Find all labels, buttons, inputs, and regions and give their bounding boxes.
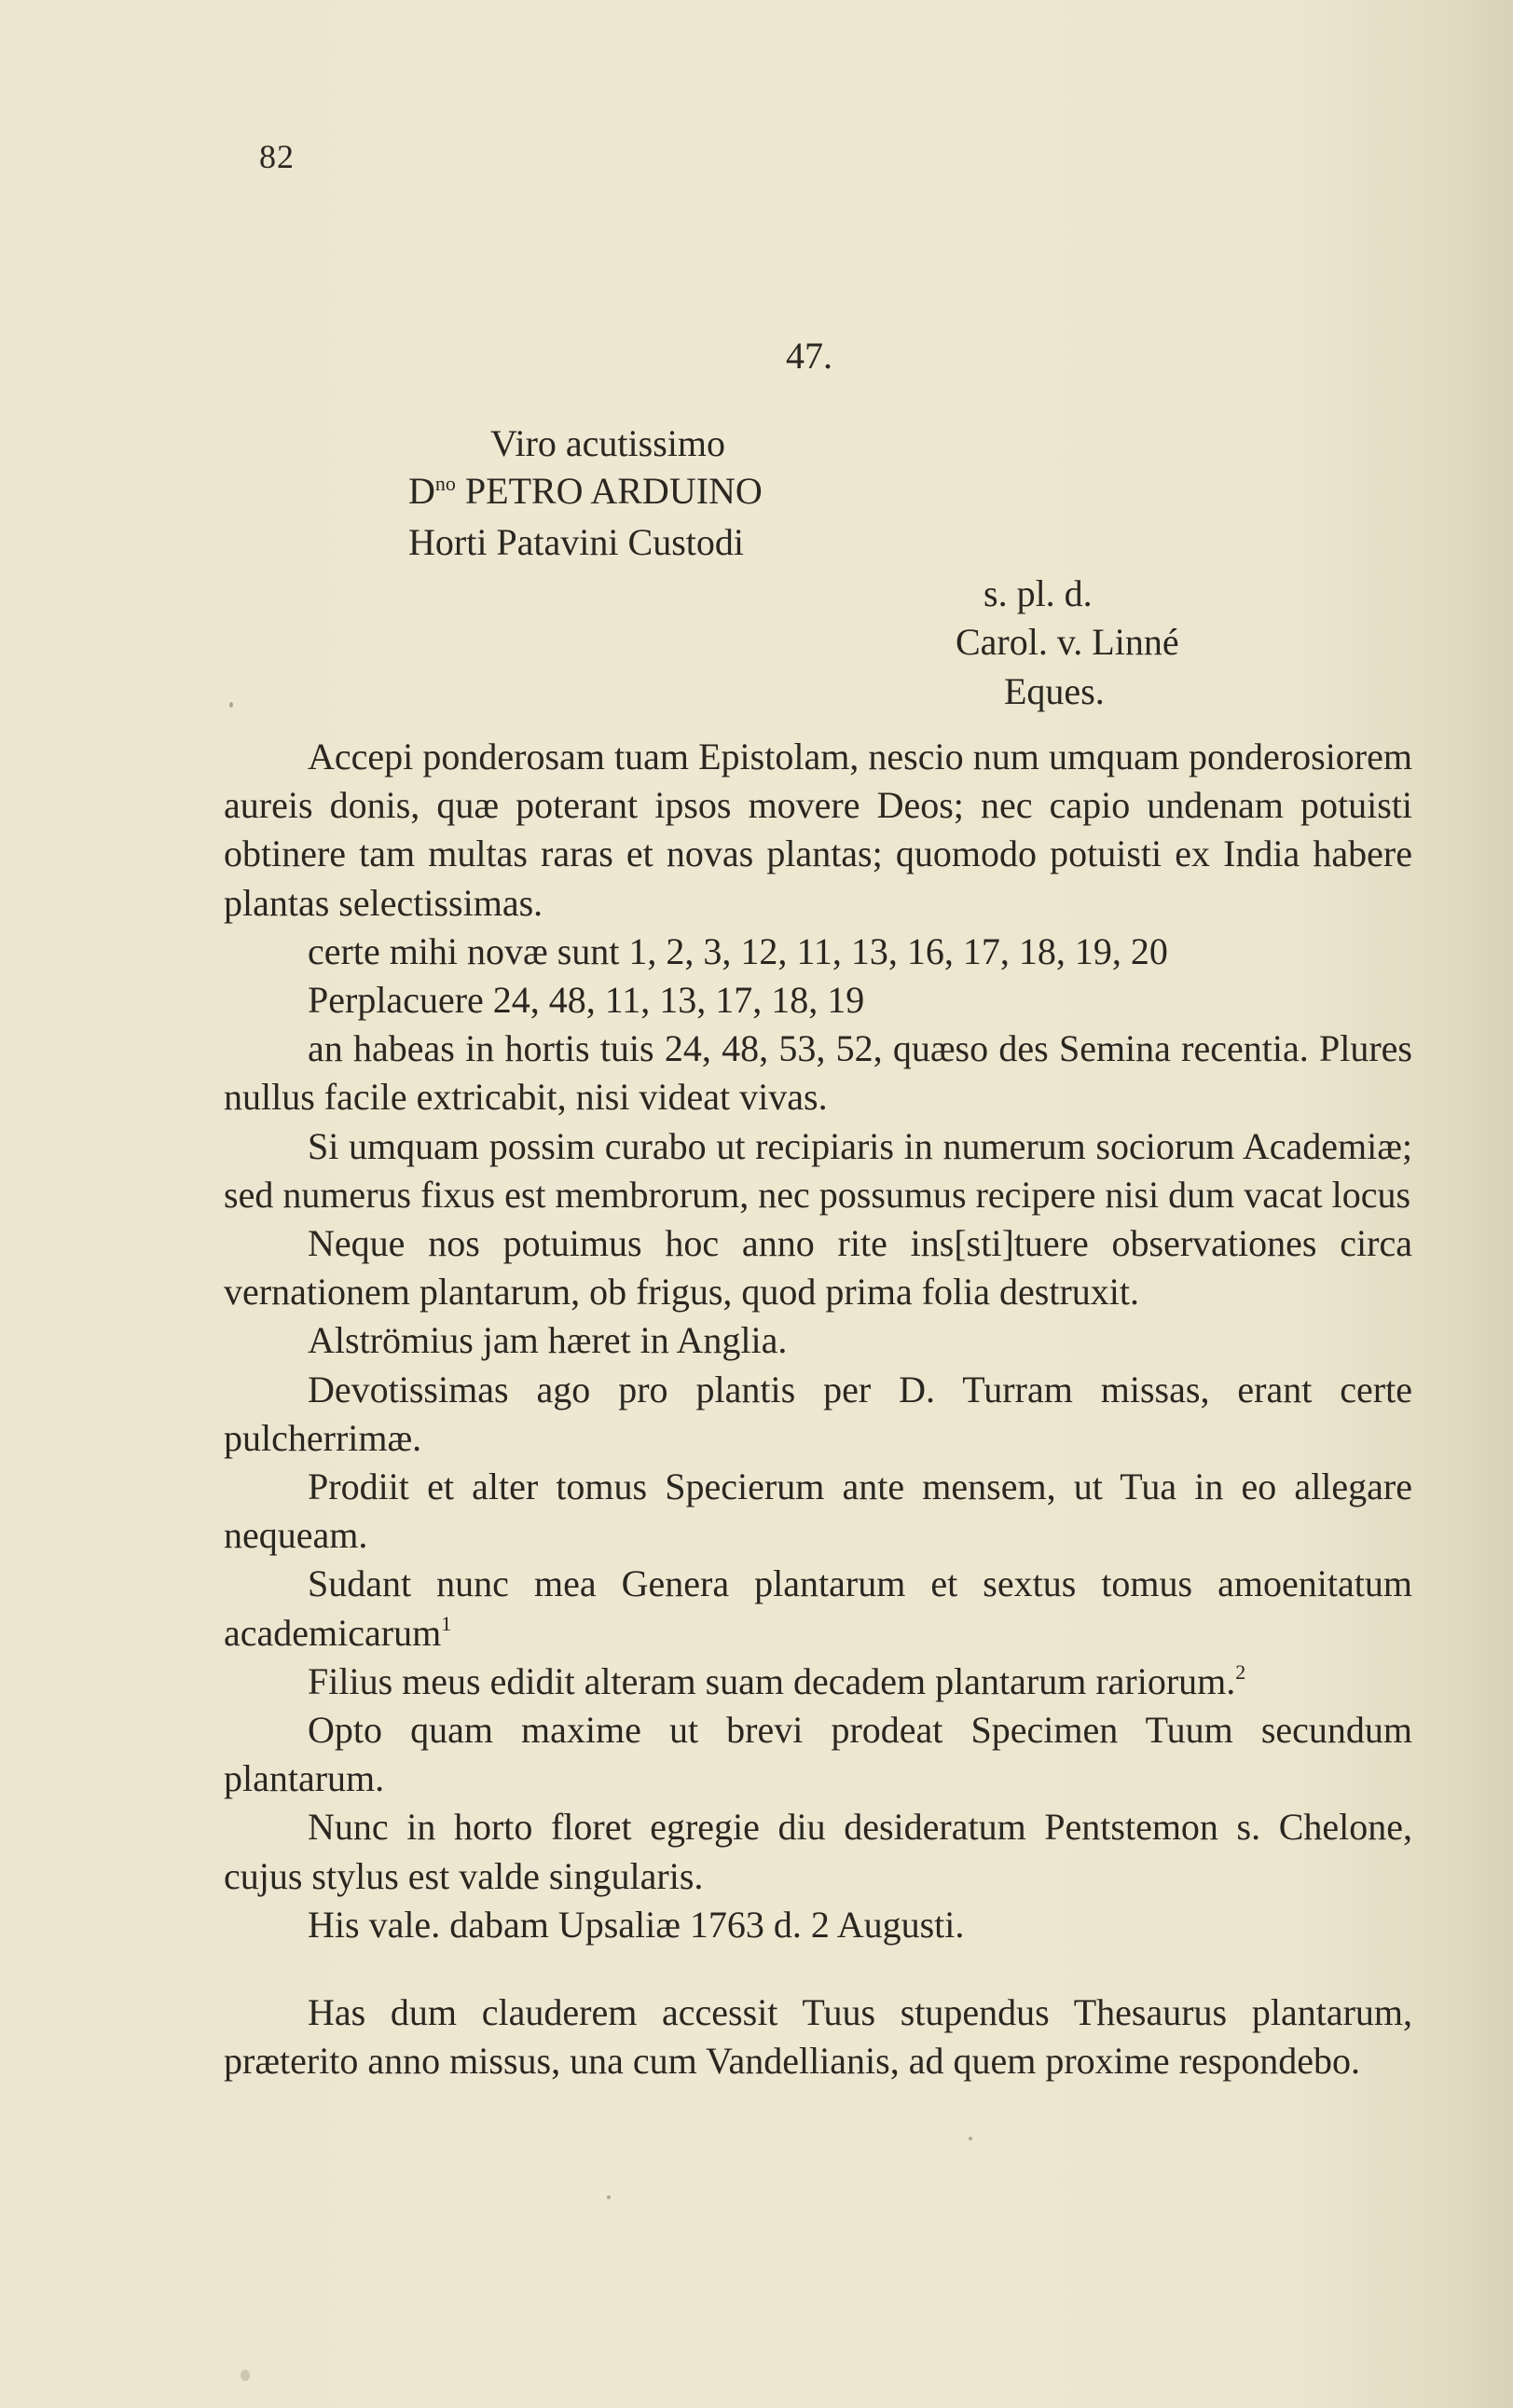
paragraph: Opto quam maxime ut brevi prodeat Specimen Tuum secundum plantarum.	[224, 1709, 1412, 1800]
paragraph: Devotissimas ago pro plantis per D. Turram missas, erant certe pulcherrimæ.	[224, 1368, 1412, 1459]
paragraph: Accepi ponderosam tuam Epistolam, nescio num umquam ponderosiorem aureis donis, quæ poterant ipsos movere Deos; nec capio undenam potuisti obtinere tam multas raras et novas plantas; quomodo potuisti ex India habere plantas selectissimas.	[224, 736, 1412, 924]
paragraph-text: Sudant nunc mea Genera plantarum et sextus tomus amoenitatum academicarum	[224, 1562, 1412, 1654]
paper-speck	[229, 702, 233, 708]
paragraph: Perplacuere 24, 48, 11, 13, 17, 18, 19	[308, 979, 865, 1022]
letter-number: 47.	[786, 335, 832, 377]
address-line-1: Viro acutissimo	[490, 422, 726, 464]
paragraph: Neque nos potuimus hoc anno rite ins[sti]tuere observationes circa vernationem plantarum, ob frigus, quod prima folia destruxit.	[224, 1222, 1412, 1314]
paper-speck	[241, 2370, 250, 2381]
address-line-2	[408, 469, 763, 513]
paragraph: an habeas in hortis tuis 24, 48, 53, 52, quæso des Semina recentia. Plures nullus facile extricabit, nisi videat vivas.	[224, 1027, 1412, 1119]
paper-speck	[607, 2195, 611, 2199]
paragraph: Si umquam possim curabo ut recipiaris in numerum sociorum Academiæ; sed numerus fixus est membrorum, nec possumus recipere nisi dum vacat locus	[224, 1124, 1412, 1216]
paragraph: His vale. dabam Upsaliæ 1763 d. 2 Augusti.	[308, 1903, 965, 1946]
footnote-marker: 2	[1235, 1659, 1246, 1684]
address-line-3: Horti Patavini Custodi	[408, 521, 744, 563]
paper-speck	[969, 2137, 972, 2140]
paragraph: Alströmius jam hæret in Anglia.	[308, 1319, 788, 1362]
salutation-line-3: Eques.	[1004, 670, 1105, 712]
paragraph: Nunc in horto floret egregie diu desideratum Pentstemon s. Chelone, cujus stylus est valde singularis.	[224, 1806, 1412, 1897]
footnote-marker: 1	[441, 1611, 452, 1635]
paragraph-text: Filius meus edidit alteram suam decadem plantarum rariorum.	[308, 1659, 1236, 1702]
salutation-line-1: s. pl. d.	[983, 572, 1093, 614]
paragraph: Prodiit et alter tomus Specierum ante mensem, ut Tua in eo allegare nequeam.	[224, 1465, 1412, 1557]
address-title: D	[408, 470, 435, 512]
paragraph-with-footnote	[224, 1658, 1412, 1706]
address-name: PETRO ARDUINO	[455, 470, 763, 512]
letter-body	[224, 733, 1412, 2085]
address-title-superscript: no	[434, 472, 456, 495]
paragraph-with-footnote	[224, 1560, 1412, 1657]
paragraph: certe mihi novæ sunt 1, 2, 3, 12, 11, 13, 16, 17, 18, 19, 20	[308, 929, 1168, 972]
page-number: 82	[259, 138, 295, 175]
postscript: Has dum clauderem accessit Tuus stupendus Thesaurus plantarum, præterito anno missus, una cum Vandellianis, ad quem proxime respondebo.	[224, 1991, 1412, 2083]
salutation-line-2: Carol. v. Linné	[956, 621, 1179, 663]
